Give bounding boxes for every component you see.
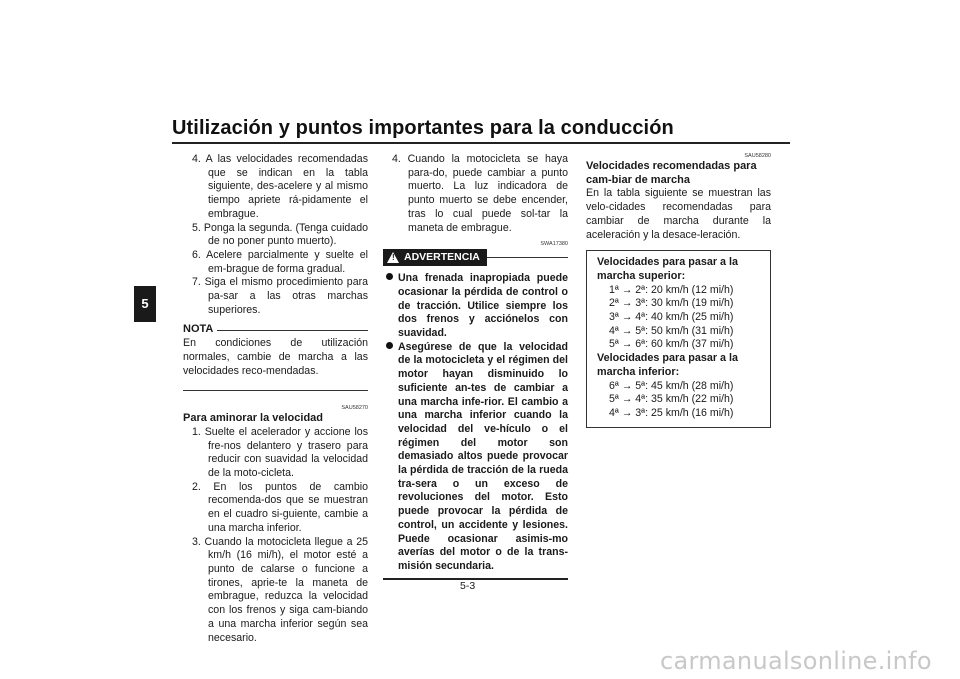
downshift-heading: Velocidades para pasar a la marcha inferior: (597, 352, 739, 378)
section-code: SAU58280 (744, 153, 771, 159)
upshift-heading: Velocidades para pasar a la marcha superior: (597, 256, 739, 282)
column-3 (586, 153, 771, 428)
step-item: 3. Cuando la motocicleta llegue a 25 km/h (16 mi/h), el motor esté a punto de calarse o funcione a tirones, aprie-te la maneta de embrague, reduzca la velocidad con los frenos y siga cam-biando a una marcha inferior según sea necesario. (192, 535, 368, 644)
step-item: 5. Ponga la segunda. (Tenga cuidado de no poner punto muerto). (192, 221, 368, 248)
speed-row: 4ª → 3ª: 25 km/h (16 mi/h) (609, 406, 734, 419)
warning-triangle-icon: ! (387, 252, 399, 263)
watermark: carmanualsonline.info (660, 647, 932, 675)
warning-header (383, 249, 568, 266)
warning-line (487, 257, 568, 258)
warning-label: ADVERTENCIA (404, 250, 480, 263)
speed-table-box (586, 250, 771, 427)
column-1 (183, 153, 368, 645)
chapter-tab: 5 (134, 286, 156, 322)
note-text: En condiciones de utilización normales, cambie de marcha a las velocidades reco-mendadas. (183, 337, 368, 377)
speed-row: 5ª → 6ª: 60 km/h (37 mi/h) (609, 338, 734, 351)
step-item: 4. Cuando la motocicleta se haya para-do, puede cambiar a punto muerto. La luz indicadora de punto muerto se debe encender, tras lo cual puede sol-tar la maneta de embrague. (392, 153, 568, 234)
step-item: 1. Suelte el acelerador y accione los fre-nos delantero y trasero para reducir con suavidad la velocidad de la moto-cicleta. (192, 425, 368, 480)
warning-label-box (383, 249, 487, 266)
speed-row: 3ª → 4ª: 40 km/h (25 mi/h) (609, 311, 734, 324)
speed-row: 4ª → 5ª: 50 km/h (31 mi/h) (609, 324, 734, 337)
step-item: 4. A las velocidades recomendadas que se indican en la tabla siguiente, des-acelere y al mismo tiempo apriete rá-pidamente el embrague. (192, 153, 368, 220)
column-2 (383, 153, 568, 580)
warning-bullet: Una frenada inapropiada puede ocasionar la pérdida de control o de tracción. Utilice siempre los dos frenos y acciónelos con suavidad. (383, 272, 568, 341)
page-title: Utilización y puntos importantes para la conducción (172, 117, 674, 139)
page-number: 5-3 (460, 580, 476, 592)
section-heading: Para aminorar la velocidad (183, 412, 324, 425)
warning-code: SWA17380 (540, 241, 568, 248)
speed-row: 2ª → 3ª: 30 km/h (19 mi/h) (609, 297, 734, 310)
speed-row: 6ª → 5ª: 45 km/h (28 mi/h) (609, 379, 734, 392)
warning-bullet: Asegúrese de que la velocidad de la motocicleta y el régimen del motor hayan disminuido lo suficiente an-tes de cambiar a una marcha infe-rior. El cambio a una marcha inferior cuando la velocidad del ve-hículo o el régimen del motor son demasiado altos puede provocar la pérdida de tracción de la rueda tra-sera o un exceso de revoluciones del motor. Esto puede provocar la pérdida de control, un accidente y lesiones. Puede ocasionar asimis-mo averías del motor o de la trans-misión secundaria. (383, 341, 568, 574)
speed-row: 1ª → 2ª: 20 km/h (12 mi/h) (609, 283, 734, 296)
bullet-icon (386, 273, 393, 280)
title-rule (172, 142, 790, 144)
step-item: 7. Siga el mismo procedimiento para pa-sar a las otras marchas superiores. (192, 276, 368, 316)
step-item: 6. Acelere parcialmente y suelte el em-brague de forma gradual. (192, 248, 368, 275)
note-end-rule (183, 390, 368, 391)
warning-end-rule (383, 578, 568, 580)
step-item: 2. En los puntos de cambio recomenda-dos que se muestran en el cuadro si-guiente, cambie a una marcha inferior. (192, 480, 368, 534)
speed-row: 5ª → 4ª: 35 km/h (22 mi/h) (609, 393, 734, 406)
section-code: SAU58270 (341, 405, 368, 412)
section-intro: En la tabla siguiente se muestran las velo-cidades recomendadas para cambiar de marcha durante la aceleración y la desace-leración. (586, 187, 771, 241)
note-line (217, 330, 368, 331)
section-heading: Velocidades recomendadas para cam-biar de marcha (586, 160, 757, 186)
note-label: NOTA (183, 323, 214, 336)
bullet-icon (386, 342, 393, 349)
note-header (183, 323, 368, 337)
